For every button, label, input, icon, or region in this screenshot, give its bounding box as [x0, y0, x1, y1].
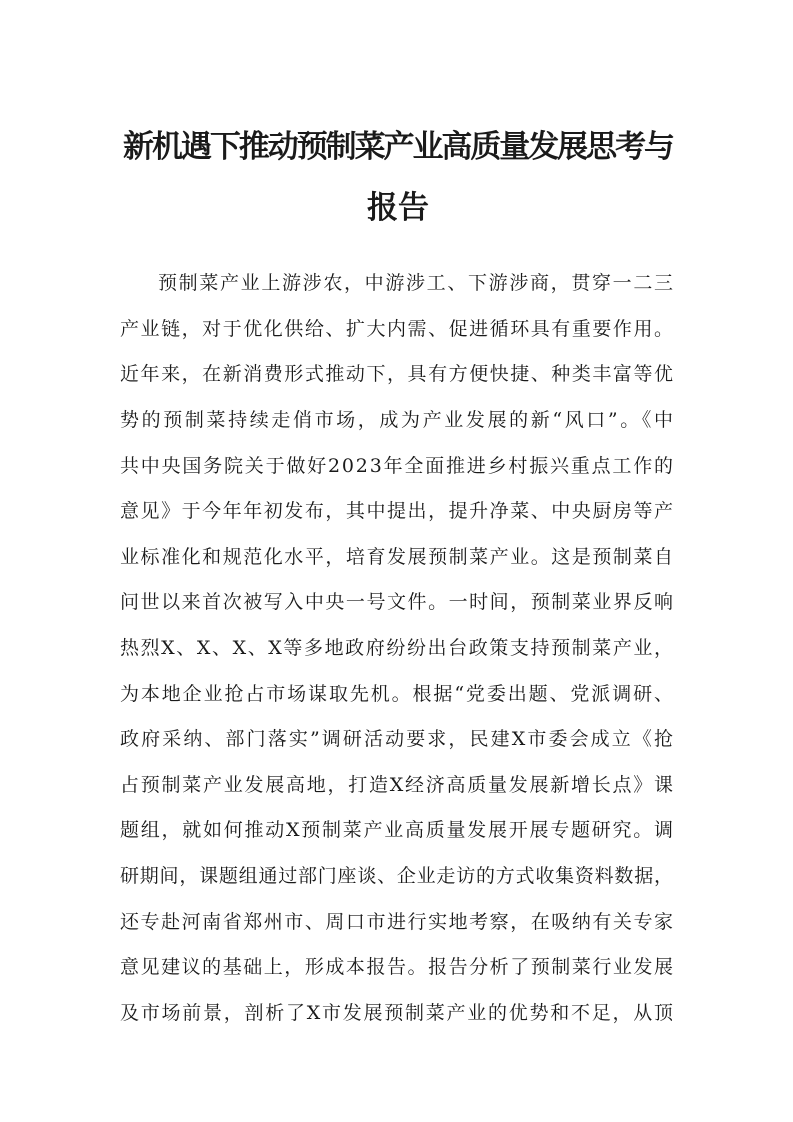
body-line: 业标准化和规范化水平，培育发展预制菜产业。这是预制菜自 — [120, 546, 675, 568]
body-line: 占预制菜产业发展高地，打造X经济高质量发展新增长点》课 — [120, 774, 675, 796]
body-line: 产业链，对于优化供给、扩大内需、促进循环具有重要作用。 — [120, 318, 675, 340]
body-line: 意见》于今年年初发布，其中提出，提升净菜、中央厨房等产 — [120, 500, 675, 522]
document-title-line-1: 新机遇下推动预制菜产业高质量发展思考与 — [123, 129, 673, 165]
body-line: 意见建议的基础上，形成本报告。报告分析了预制菜行业发展 — [120, 956, 675, 978]
body-line: 研期间，课题组通过部门座谈、企业走访的方式收集资料数据， — [120, 865, 674, 887]
body-line: 预制菜产业上游涉农，中游涉工、下游涉商，贯穿一二三 — [158, 272, 675, 294]
body-line: 还专赴河南省郑州市、周口市进行实地考察，在吸纳有关专家 — [120, 911, 675, 933]
body-line: 势的预制菜持续走俏市场，成为产业发展的新“风口”。《中 — [120, 409, 676, 431]
body-line: 热烈X、X、X、X等多地政府纷纷出台政策支持预制菜产业， — [120, 637, 675, 659]
body-line: 题组，就如何推动X预制菜产业高质量发展开展专题研究。调 — [120, 819, 675, 841]
body-line: 近年来，在新消费形式推动下，具有方便快捷、种类丰富等优 — [120, 363, 675, 385]
body-line: 政府采纳、部门落实”调研活动要求，民建X市委会成立《抢 — [120, 728, 676, 750]
body-line: 及市场前景，剖析了X市发展预制菜产业的优势和不足，从顶 — [120, 1002, 675, 1024]
document-title-line-2: 报告 — [367, 190, 429, 226]
body-line: 共中央国务院关于做好2023年全面推进乡村振兴重点工作的 — [120, 455, 675, 477]
body-line: 问世以来首次被写入中央一号文件。一时间，预制菜业界反响 — [120, 591, 675, 613]
body-line: 为本地企业抢占市场谋取先机。根据“党委出题、党派调研、 — [120, 683, 675, 705]
